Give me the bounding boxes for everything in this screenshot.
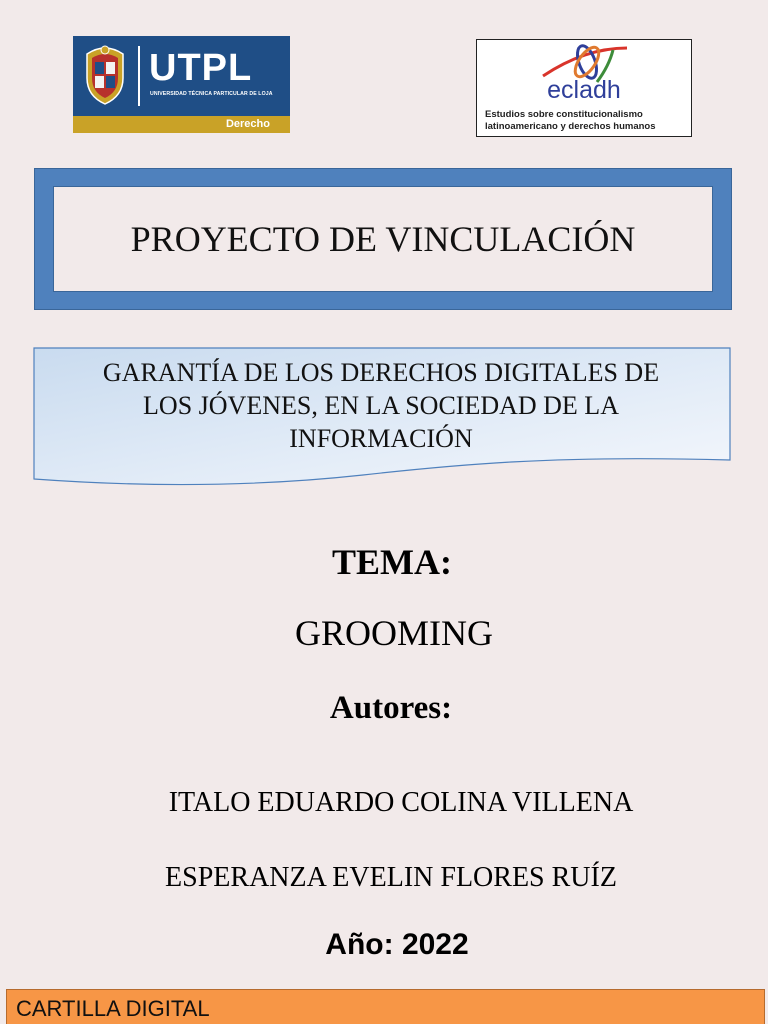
banner-line-3: INFORMACIÓN xyxy=(289,424,473,453)
ecladh-tagline-line2: latinoamericano y derechos humanos xyxy=(485,121,656,132)
subtitle-banner-text xyxy=(48,356,714,455)
authors-label: Autores: xyxy=(329,690,453,726)
utpl-faculty: Derecho xyxy=(225,118,270,130)
logo-separator xyxy=(138,46,140,106)
topic-label: TEMA: xyxy=(332,542,452,582)
ecladh-name: ecladh xyxy=(547,76,621,104)
banner-line-2: LOS JÓVENES, EN LA SOCIEDAD DE LA xyxy=(143,391,619,420)
ecladh-tagline xyxy=(485,109,656,133)
banner-line-1: GARANTÍA DE LOS DERECHOS DIGITALES DE xyxy=(102,358,660,387)
utpl-logo xyxy=(73,36,290,133)
topic-value: GROOMING xyxy=(295,613,493,653)
project-title: PROYECTO DE VINCULACIÓN xyxy=(130,219,636,259)
ecladh-tagline-line1: Estudios sobre constitucionalismo xyxy=(485,109,643,120)
footer-label: CARTILLA DIGITAL xyxy=(16,996,210,1021)
author-name: ESPERANZA EVELIN FLORES RUÍZ xyxy=(165,862,617,893)
year-label: Año: 2022 xyxy=(325,928,469,961)
utpl-subtitle: UNIVERSIDAD TÉCNICA PARTICULAR DE LOJA xyxy=(150,91,273,97)
university-crest-icon xyxy=(81,44,129,106)
utpl-name: UTPL xyxy=(149,47,253,89)
author-name: ITALO EDUARDO COLINA VILLENA xyxy=(168,787,634,818)
footer-bar xyxy=(6,989,765,1024)
ecladh-logo xyxy=(476,39,692,137)
project-title-box xyxy=(53,186,713,292)
